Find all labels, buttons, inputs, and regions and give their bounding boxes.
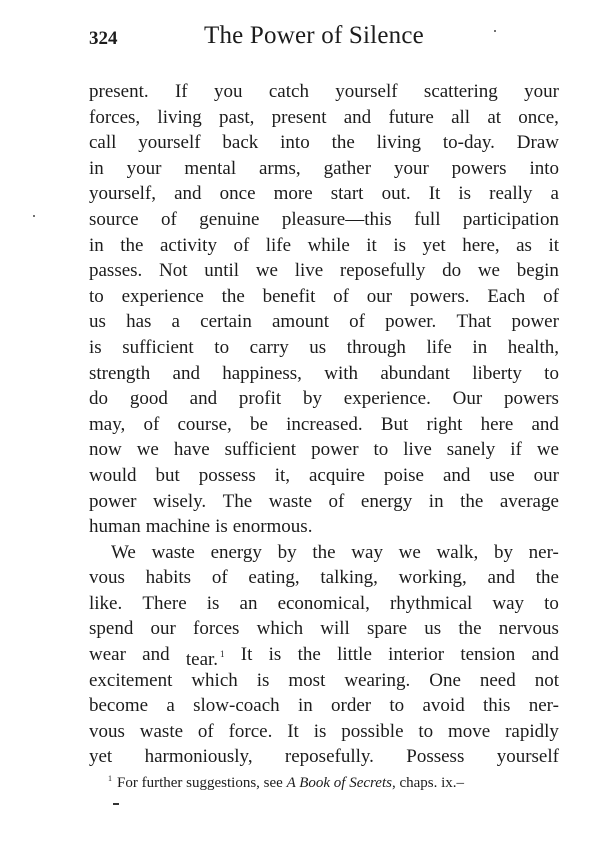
word: passes. (89, 260, 143, 282)
word: is (458, 183, 472, 205)
word: average (499, 490, 559, 512)
word: sufficient (122, 336, 194, 358)
word: a (171, 311, 180, 333)
footnote-book-title: A Book of Secrets (286, 775, 392, 791)
print-speck (33, 215, 35, 217)
word: experience (121, 285, 204, 307)
word: of (211, 567, 228, 589)
word: power. (385, 311, 437, 333)
word: and (487, 567, 515, 589)
word: certain (200, 311, 252, 333)
word: do (89, 388, 108, 410)
word: in (428, 490, 444, 512)
footnote-text-before: For further suggestions, see (117, 775, 287, 791)
word: is (268, 644, 282, 666)
word: arms, (258, 157, 301, 179)
word: to (373, 439, 389, 461)
word: life (265, 234, 292, 256)
word: health, (507, 336, 559, 358)
word: waste (268, 490, 313, 512)
word: our (366, 285, 393, 307)
word: is (89, 336, 102, 358)
word: activity (159, 234, 217, 256)
word: has (126, 311, 152, 333)
word: enormous. (232, 516, 313, 538)
word: if (510, 439, 522, 461)
word: of (197, 720, 214, 742)
word: poise (383, 464, 424, 486)
word: experience. (343, 388, 431, 410)
word: is (206, 592, 220, 614)
word: possible (341, 720, 404, 742)
text-line (89, 79, 559, 105)
word: and (172, 362, 200, 384)
word: at (487, 106, 502, 128)
word: nervous (498, 618, 559, 640)
word: waste (151, 541, 195, 563)
footnote-marker: 1 (108, 774, 112, 783)
word: we (536, 439, 559, 461)
word: right (426, 413, 463, 435)
text-line (89, 207, 559, 233)
text-line (89, 719, 559, 745)
word: forces, (89, 106, 141, 128)
word: powers. (409, 285, 470, 307)
word: of (143, 413, 160, 435)
word: abundant (380, 362, 450, 384)
word: and (531, 413, 559, 435)
word: order (331, 695, 372, 717)
word: That (456, 311, 492, 333)
word: the (458, 618, 482, 640)
text-line (89, 668, 559, 694)
word: use (489, 464, 515, 486)
text-line (89, 565, 559, 591)
word: not (534, 669, 559, 691)
word: we (398, 541, 421, 563)
text-line (89, 258, 559, 284)
word: slow-coach (193, 695, 280, 717)
word: sufficient (224, 439, 297, 461)
word: it (548, 234, 559, 256)
word: happiness, (222, 362, 302, 384)
text-line (89, 540, 559, 566)
word: to (544, 362, 559, 384)
word: here (480, 413, 514, 435)
word: genuine (199, 208, 260, 230)
print-speck (494, 30, 496, 32)
word: Not (159, 260, 188, 282)
word: your (126, 157, 162, 179)
word: energy (210, 541, 262, 563)
word: once (219, 183, 256, 205)
word: into (280, 132, 310, 154)
word: present (271, 106, 327, 128)
word: here, (462, 234, 500, 256)
word: more (273, 183, 313, 205)
word: and (189, 388, 218, 410)
word: benefit (262, 285, 316, 307)
word: really (489, 183, 533, 205)
text-line (89, 309, 559, 335)
footnote (108, 774, 568, 792)
word: and (343, 106, 372, 128)
word: the (312, 541, 336, 563)
word: is (393, 234, 406, 256)
word: to (418, 720, 434, 742)
word: strength (89, 362, 151, 384)
word: Our (452, 388, 483, 410)
text-line (89, 591, 559, 617)
word: we (255, 260, 278, 282)
word: There (142, 592, 187, 614)
text-line (89, 412, 559, 438)
word: reposefully (339, 260, 426, 282)
word: It (287, 720, 299, 742)
word: reposefully. (284, 746, 374, 768)
footnote-reference[interactable]: 1 (220, 649, 225, 660)
word: which (191, 669, 238, 691)
word: economical, (277, 592, 370, 614)
word: to (89, 285, 104, 307)
word: increased. (286, 413, 363, 435)
word: live (294, 260, 324, 282)
word: which (256, 618, 304, 640)
text-line (89, 744, 559, 770)
word: amount (271, 311, 329, 333)
word: the (535, 567, 559, 589)
word: powers (451, 157, 507, 179)
word: living (376, 132, 421, 154)
word: with (324, 362, 359, 384)
word: waste (139, 720, 184, 742)
word: us (424, 618, 442, 640)
word: will (320, 618, 350, 640)
text-line (89, 361, 559, 387)
word: to (214, 336, 230, 358)
word: in (89, 234, 104, 256)
word: yet (89, 746, 113, 768)
word: we (477, 260, 500, 282)
word: us (89, 311, 106, 333)
word: present. (89, 81, 149, 102)
word: power (511, 311, 559, 333)
word: good (129, 388, 168, 410)
word: you (214, 81, 243, 102)
word: and (531, 644, 559, 666)
word: human (89, 516, 141, 538)
word: working, (398, 567, 467, 589)
word: mental (184, 157, 237, 179)
word: living (157, 106, 202, 128)
text-line (89, 181, 559, 207)
word: We (111, 541, 136, 563)
word: while (307, 234, 350, 256)
word: the (221, 285, 245, 307)
word: excitement (89, 669, 173, 691)
word: life (426, 336, 452, 358)
word: the (120, 234, 144, 256)
word: energy (360, 490, 413, 512)
word: become (89, 695, 149, 717)
word: machine (145, 516, 211, 538)
word: ner- (528, 695, 559, 717)
word: If (174, 81, 188, 102)
word: of (233, 234, 250, 256)
word: have (173, 439, 210, 461)
word: course, (177, 413, 232, 435)
word: But (380, 413, 409, 435)
print-mark (113, 803, 119, 805)
word: start (330, 183, 364, 205)
page-number: 324 (89, 28, 118, 49)
word: of (349, 311, 365, 333)
word: Each (487, 285, 526, 307)
word: ner- (528, 541, 559, 563)
word: your (524, 81, 559, 102)
word: this (483, 695, 511, 717)
text-line (89, 233, 559, 259)
word: gather (323, 157, 372, 179)
word: is (256, 669, 270, 691)
word: profit (238, 388, 282, 410)
word: yourself, (89, 183, 157, 205)
word: future (388, 106, 434, 128)
word: power (311, 439, 359, 461)
word: catch (268, 81, 309, 102)
word: wear (89, 644, 126, 666)
word: call (89, 132, 117, 154)
word: the (331, 132, 355, 154)
text-line (89, 335, 559, 361)
word: power (89, 490, 137, 512)
word: yet (422, 234, 446, 256)
word: and (174, 183, 202, 205)
word: force. (228, 720, 273, 742)
word: it, (274, 464, 291, 486)
word: the (297, 644, 321, 666)
body-text (89, 79, 559, 770)
word: like. (89, 592, 123, 614)
text-line (89, 693, 559, 719)
word: vous (89, 567, 125, 589)
word: by (302, 388, 322, 410)
word: full (414, 208, 441, 230)
word: wisely. (153, 490, 207, 512)
text-line (89, 463, 559, 489)
word: live (403, 439, 432, 461)
word: spare (367, 618, 408, 640)
word: wearing. (344, 669, 411, 691)
word: until (204, 260, 240, 282)
word: through (346, 336, 406, 358)
word: in (472, 336, 488, 358)
word: in (89, 157, 104, 179)
word: to-day. (442, 132, 495, 154)
word: the (460, 490, 484, 512)
word: tension (460, 644, 516, 666)
word: most (288, 669, 326, 691)
page-header (89, 22, 529, 56)
word: tear. $^1$ (185, 649, 225, 671)
word: scattering (423, 81, 498, 102)
word: as (516, 234, 532, 256)
word: is (313, 720, 327, 742)
word: your (393, 157, 429, 179)
word: and (442, 464, 471, 486)
word: possess (198, 464, 256, 486)
word: walk, (436, 541, 479, 563)
word: powers (504, 388, 559, 410)
word: be (250, 413, 268, 435)
word: It (428, 183, 441, 205)
text-line (89, 489, 559, 515)
word: an (239, 592, 258, 614)
word: participation (462, 208, 559, 230)
running-title: The Power of Silence (204, 22, 424, 49)
word: way (351, 541, 383, 563)
word: interior (388, 644, 445, 666)
word: little (337, 644, 372, 666)
word: would (89, 464, 137, 486)
word: habits (145, 567, 192, 589)
word: of (333, 285, 349, 307)
word: it (366, 234, 377, 256)
word: is (215, 516, 228, 538)
word: carry (249, 336, 289, 358)
text-line (89, 437, 559, 463)
word: now (89, 439, 122, 461)
word: a (550, 183, 559, 205)
word: move (448, 720, 491, 742)
word: to (544, 592, 559, 614)
word: into (529, 157, 559, 179)
word: us (309, 336, 327, 358)
text-line (89, 616, 559, 642)
word: yourself (496, 746, 559, 768)
word: vous (89, 720, 125, 742)
word: Possess (406, 746, 465, 768)
word: of (161, 208, 177, 230)
word: It (240, 644, 253, 666)
text-line (89, 130, 559, 156)
word: source (89, 208, 139, 230)
word: past, (219, 106, 255, 128)
word: rhythmical (389, 592, 473, 614)
word: by (493, 541, 513, 563)
word: way (492, 592, 525, 614)
word: our (533, 464, 559, 486)
word: spend (89, 618, 134, 640)
word: pleasure—this (281, 208, 392, 230)
word: of (328, 490, 345, 512)
word: avoid (422, 695, 465, 717)
text-line (89, 386, 559, 412)
word: harmoniously, (144, 746, 253, 768)
word: begin (516, 260, 559, 282)
word: Draw (516, 132, 559, 154)
word: once, (518, 106, 559, 128)
word: sanely (446, 439, 496, 461)
word: The (222, 490, 253, 512)
text-line (89, 156, 559, 182)
word: a (166, 695, 175, 717)
word: may, (89, 413, 126, 435)
text-line (89, 105, 559, 131)
word: all (451, 106, 471, 128)
word: yourself (335, 81, 398, 102)
word: to (389, 695, 405, 717)
word: acquire (308, 464, 365, 486)
text-line (89, 284, 559, 310)
word: back (222, 132, 259, 154)
word: out. (381, 183, 411, 205)
word: One (429, 669, 461, 691)
word: of (543, 285, 559, 307)
word: do (442, 260, 462, 282)
word: our (150, 618, 176, 640)
word: liberty (472, 362, 522, 384)
word: but (155, 464, 180, 486)
text-line-with-footnote-ref (89, 642, 559, 671)
word: and (142, 644, 170, 666)
word: forces (193, 618, 240, 640)
word: yourself (138, 132, 201, 154)
word: need (479, 669, 516, 691)
word: eating, (248, 567, 300, 589)
text-line (89, 514, 559, 540)
word: by (277, 541, 297, 563)
word: we (136, 439, 159, 461)
footnote-text-after: , chaps. ix.– (391, 775, 465, 791)
word: talking, (320, 567, 378, 589)
word: in (297, 695, 313, 717)
word: rapidly (505, 720, 559, 742)
